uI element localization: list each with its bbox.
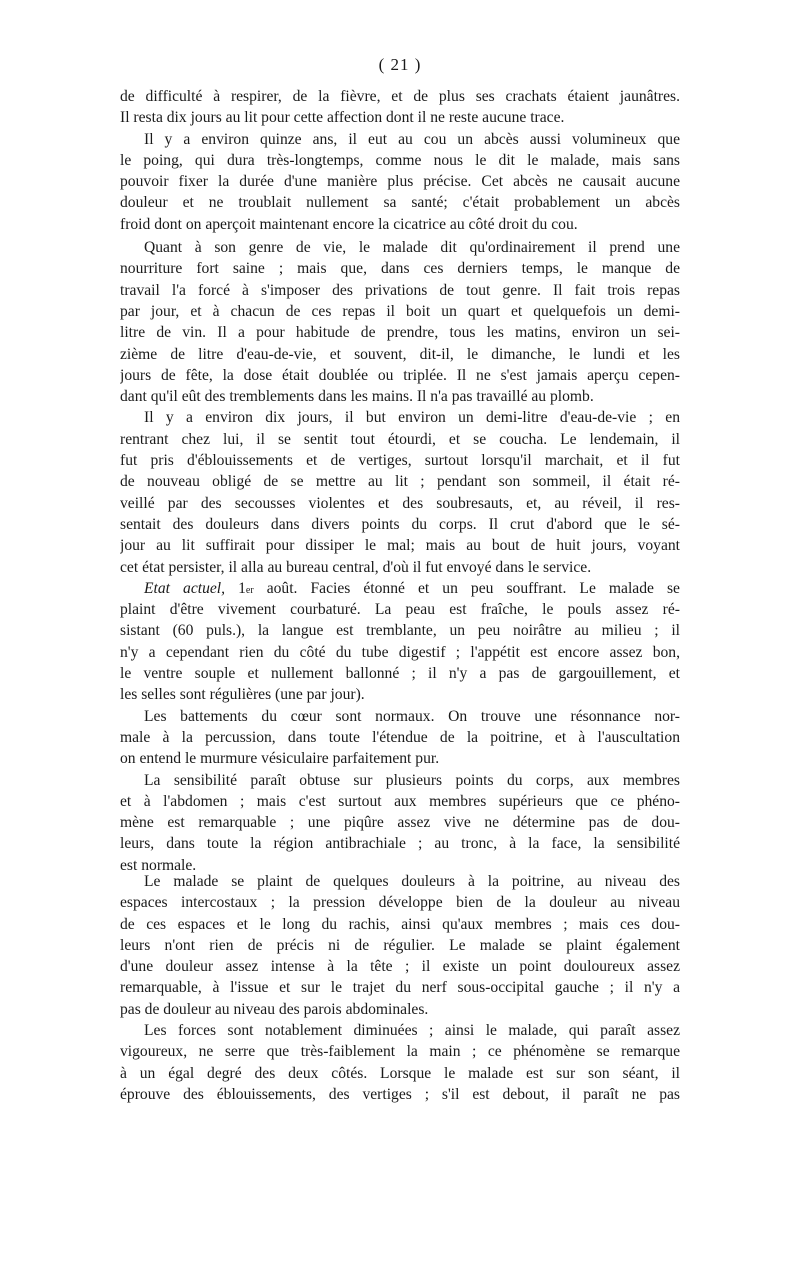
text-line: le poing, qui dura très-longtemps, comme nous le dit le malade, mais sans xyxy=(120,151,680,169)
text-line: d'une douleur assez intense à la tête ; il existe un point douloureux assez xyxy=(120,958,680,976)
text-line: zième de litre d'eau-de-vie, et souvent, dit-il, le dimanche, le lundi et les xyxy=(120,345,680,363)
text-line: de ces espaces et le long du rachis, ainsi qu'aux membres ; mais ces dou- xyxy=(120,915,680,933)
text-line: de difficulté à respirer, de la fièvre, et de plus ses crachats étaient jaunâtres. xyxy=(120,88,680,105)
date-number: 1 xyxy=(238,579,246,597)
text-line: vigoureux, ne serre que très-faiblement la main ; ce phénomène se remarque xyxy=(120,1043,680,1061)
text-line: par jour, et à chacun de ces repas il boit un quart et quelquefois un demi- xyxy=(120,302,680,320)
text-line: et à l'abdomen ; mais c'est surtout aux membres supérieurs que ce phéno- xyxy=(120,792,680,810)
text-line: nourriture fort saine ; mais que, dans ces derniers temps, le manque de xyxy=(120,260,680,278)
text-line: n'y a cependant rien du côté du tube digestif ; l'appétit est encore assez bon, xyxy=(120,643,680,661)
text-line: leurs, dans toute la région antibrachiale ; au tronc, à la face, la sensibilité xyxy=(120,835,680,853)
text-block-upper xyxy=(120,86,680,876)
text-line: dant qu'il eût des tremblements dans les mains. Il n'a pas travaillé au plomb. xyxy=(120,388,594,406)
text-line: à un égal degré des deux côtés. Lorsque le malade est sur son séant, il xyxy=(120,1064,680,1082)
text-line: froid dont on aperçoit maintenant encore la cicatrice au côté droit du cou. xyxy=(120,215,578,233)
text-line: leurs n'ont rien de précis ni de régulier. Le malade se plaint également xyxy=(120,936,680,954)
text-line: Il resta dix jours au lit pour cette affection dont il ne reste aucune trace. xyxy=(120,109,565,127)
text-line: pas de douleur au niveau des parois abdominales. xyxy=(120,1000,429,1018)
text-line: Le malade se plaint de quelques douleurs à la poitrine, au niveau des xyxy=(144,873,680,890)
text-line: les selles sont régulières (une par jour). xyxy=(120,686,365,704)
text-line: sistant (60 puls.), la langue est tremblante, un peu noirâtre au milieu ; il xyxy=(120,622,680,640)
text-line xyxy=(120,578,680,599)
text-line: cet état persister, il alla au bureau central, d'où il fut envoyé dans le service. xyxy=(120,558,592,576)
text-block-lower xyxy=(120,871,680,1105)
text-line: La sensibilité paraît obtuse sur plusieurs points du corps, aux membres xyxy=(144,771,680,789)
text-line: Les forces sont notablement diminuées ; ainsi le malade, qui paraît assez xyxy=(144,1022,680,1040)
text-line: Il y a environ dix jours, il but environ un demi-litre d'eau-de-vie ; en xyxy=(144,409,680,427)
text-line: douleur et ne troublait nullement sa santé; c'était probablement un abcès xyxy=(120,194,680,212)
text-line: sentait des douleurs dans divers points du corps. Il crut d'abord que le sé- xyxy=(120,515,680,533)
text-line: de nouveau obligé de se mettre au lit ; pendant son sommeil, il était ré- xyxy=(120,473,680,491)
text-line: remarquable, à l'issue et sur le trajet du nerf sous-occipital gauche ; il n'y a xyxy=(120,979,680,997)
text-line: male à la percussion, dans toute l'étendue de la poitrine, et à l'auscultation xyxy=(120,728,680,746)
text-line: jours de fête, la dose était doublée ou triplée. Il ne s'est jamais aperçu cepen- xyxy=(120,366,680,384)
text-line: veillé par des secousses violentes et des soubresauts, et, au réveil, il res- xyxy=(120,494,680,512)
text-line: litre de vin. Il a pour habitude de prendre, tous les matins, environ un sei- xyxy=(120,324,680,342)
text-line: est normale. xyxy=(120,856,197,874)
text-line: mène est remarquable ; une piqûre assez vive ne détermine pas de dou- xyxy=(120,814,680,832)
text-line: pouvoir fixer la durée d'une manière plus précise. Cet abcès ne causait aucune xyxy=(120,173,680,191)
text-run: août. Facies étonné et un peu souffrant. Le malade se xyxy=(253,579,680,597)
text-line: rentrant chez lui, il se sentit tout étourdi, et se coucha. Le lendemain, il xyxy=(120,430,680,448)
text-line: Les battements du cœur sont normaux. On trouve une résonnance nor- xyxy=(144,707,680,725)
text-line: éprouve des éblouissements, des vertiges ; s'il est debout, il paraît ne pas xyxy=(120,1085,680,1103)
section-heading: Etat actuel, xyxy=(144,579,226,597)
text-line: jour au lit suffirait pour dissiper le mal; mais au bout de huit jours, voyant xyxy=(120,537,680,555)
text-line: le ventre souple et nullement ballonné ; il n'y a pas de gargouillement, et xyxy=(120,665,680,683)
text-line: Quant à son genre de vie, le malade dit qu'ordinairement il prend une xyxy=(144,239,680,257)
date-ordinal: er xyxy=(245,584,254,596)
text-line: on entend le murmure vésiculaire parfaitement pur. xyxy=(120,750,440,768)
text-line: plaint d'être vivement courbaturé. La peau est fraîche, le pouls assez ré- xyxy=(120,601,680,619)
text-line: espaces intercostaux ; la pression développe bien de la douleur au niveau xyxy=(120,894,680,912)
text-line: fut pris d'éblouissements et de vertiges, surtout lorsqu'il marchait, et il fut xyxy=(120,452,680,470)
text-line: travail l'a forcé à s'imposer des privations de tout genre. Il fait trois repas xyxy=(120,281,680,299)
text-line: Il y a environ quinze ans, il eut au cou un abcès aussi volumineux que xyxy=(144,130,680,148)
page-number: ( 21 ) xyxy=(378,55,422,74)
